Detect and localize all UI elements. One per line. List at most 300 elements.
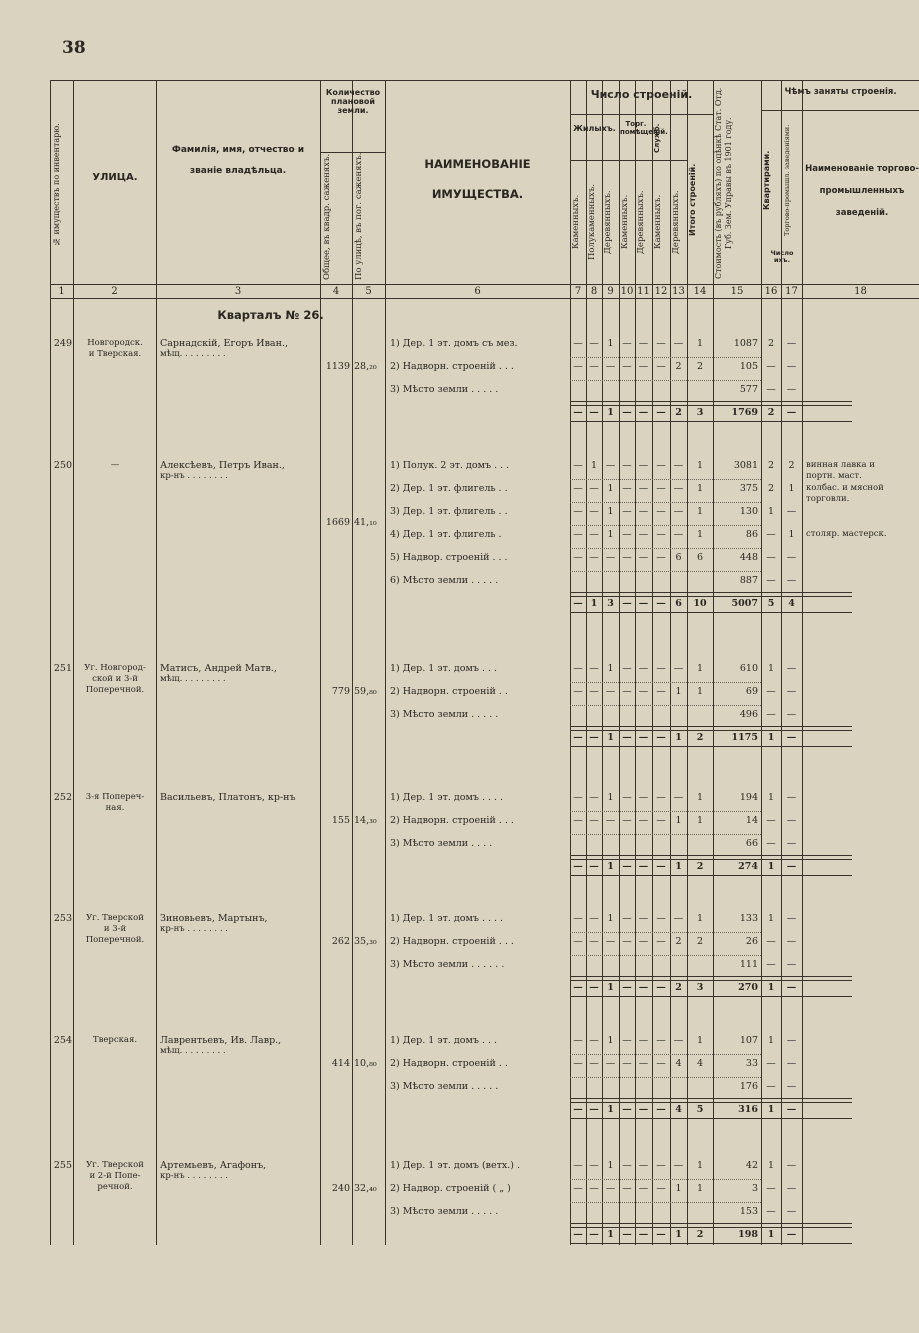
apartments-count: 1 xyxy=(767,506,775,517)
building-count: — xyxy=(673,338,684,349)
total-building-count: 5 xyxy=(696,1104,704,1115)
building-count: — xyxy=(589,552,599,563)
building-count: — xyxy=(573,552,583,563)
building-count: — xyxy=(622,792,632,803)
total-apartments: 2 xyxy=(767,407,775,418)
building-count: — xyxy=(656,792,666,803)
inventory-number: 252 xyxy=(53,792,72,803)
building-count: — xyxy=(673,1035,684,1046)
total-apartments: 1 xyxy=(767,982,775,993)
property-cost: 86 xyxy=(745,529,758,540)
land-area: 240 xyxy=(331,1183,350,1194)
property-item: 1) Дер. 1 эт. домъ (ветх.) . xyxy=(390,1160,520,1171)
building-count: 1 xyxy=(607,483,614,494)
building-count: — xyxy=(589,1035,599,1046)
property-cost: 375 xyxy=(739,483,758,494)
building-count: — xyxy=(622,815,632,826)
building-count: — xyxy=(622,460,632,471)
establishments-count: — xyxy=(786,959,797,970)
street-name: ная. xyxy=(105,803,125,813)
building-count: — xyxy=(622,361,632,372)
building-count: — xyxy=(673,506,684,517)
building-count: 1 xyxy=(607,1160,614,1171)
property-item: 5) Надвор. строеній . . . xyxy=(390,552,508,563)
colnum-13: 13 xyxy=(672,286,685,297)
building-count: 4 xyxy=(675,1058,682,1069)
total-building-count: — xyxy=(656,598,666,609)
establishments-count: 1 xyxy=(788,529,795,540)
building-count: — xyxy=(589,815,599,826)
building-count: — xyxy=(605,1058,616,1069)
property-item: 1) Дер. 1 эт. домъ . . . xyxy=(390,663,498,674)
building-count: — xyxy=(573,506,583,517)
apartments-count: — xyxy=(766,361,776,372)
building-count: — xyxy=(673,792,684,803)
apartments-count: — xyxy=(766,1058,776,1069)
apartments-count: 2 xyxy=(767,338,775,349)
total-building-count: — xyxy=(622,861,632,872)
apartments-count: 1 xyxy=(767,1035,775,1046)
property-cost: 130 xyxy=(739,506,758,517)
row-rule xyxy=(570,571,761,572)
colnum-5: 5 xyxy=(365,286,372,297)
row-rule xyxy=(570,1077,761,1078)
building-count: — xyxy=(589,338,599,349)
property-cost: 577 xyxy=(739,384,758,395)
header-inventory-no: № имуществъ по инвентарю. xyxy=(52,123,61,247)
establishments-count: — xyxy=(786,552,797,563)
property-item: 2) Надворн. строеній . . xyxy=(390,686,508,697)
colnum-2: 2 xyxy=(111,286,118,297)
building-count: — xyxy=(656,529,666,540)
building-count: 6 xyxy=(696,552,704,563)
colnum-7: 7 xyxy=(574,286,582,297)
owner-name: мѣщ. . . . . . . . . xyxy=(160,1046,226,1056)
property-cost: 33 xyxy=(745,1058,758,1069)
building-count: 1 xyxy=(696,529,704,540)
building-count: — xyxy=(589,686,599,697)
property-item: 1) Дер. 1 эт. домъ . . . . xyxy=(390,913,504,924)
establishments-count: — xyxy=(786,1183,797,1194)
land-area: 414 xyxy=(331,1058,350,1069)
street-frontage: 14,₃₀ xyxy=(354,815,377,826)
street-name: Поперечной. xyxy=(85,935,145,945)
building-count: 1 xyxy=(696,815,704,826)
header-apartments: Квартирами. xyxy=(762,150,771,210)
property-cost: 111 xyxy=(739,959,758,970)
header-cost: Стоимость (въ рубляхъ) по оцѣнкѣ Стат. Отд. Губ. Зем. Управы въ 1901 году. xyxy=(714,87,733,279)
total-establishments: — xyxy=(786,861,797,872)
total-building-count: — xyxy=(573,407,583,418)
quarter-title: Кварталъ № 26. xyxy=(217,308,324,322)
header-living: Жилыхъ. xyxy=(573,124,616,133)
header-col9: Деревянныхъ. xyxy=(603,190,613,254)
building-count: — xyxy=(638,529,649,540)
building-count: 1 xyxy=(696,506,704,517)
establishments-count: — xyxy=(786,838,797,849)
colnum-15: 15 xyxy=(730,286,744,297)
street-frontage: 10,₈₀ xyxy=(354,1058,377,1069)
header-col13: Деревянныхъ. xyxy=(671,190,681,254)
row-rule xyxy=(570,525,761,526)
land-area: 1139 xyxy=(325,361,350,372)
total-rule xyxy=(570,592,852,597)
property-item: 1) Дер. 1 эт. домъ съ мез. xyxy=(390,338,518,349)
apartments-count: 1 xyxy=(767,1160,775,1171)
property-cost: 3 xyxy=(751,1183,758,1194)
building-count: — xyxy=(673,529,684,540)
street-name: — xyxy=(110,460,120,470)
property-item: 2) Надворн. строеній . . . xyxy=(390,361,514,372)
building-count: 1 xyxy=(675,1183,682,1194)
header-col8: Полукаменныхъ. xyxy=(587,184,597,260)
total-building-count: — xyxy=(589,1104,599,1115)
apartments-count: — xyxy=(766,1183,776,1194)
header-frontage: По улицѣ, въ пог. саженяхъ. xyxy=(354,152,364,280)
apartments-count: — xyxy=(766,686,776,697)
property-item: 1) Дер. 1 эт. домъ . . . . xyxy=(390,792,504,803)
property-item: 4) Дер. 1 эт. флигель . xyxy=(390,529,502,540)
property-cost: 610 xyxy=(739,663,758,674)
building-count: — xyxy=(589,361,599,372)
colnum-4: 4 xyxy=(332,286,340,297)
number-row-border xyxy=(50,298,919,299)
total-building-count: — xyxy=(573,861,583,872)
building-count: 1 xyxy=(607,506,614,517)
total-building-count: — xyxy=(656,1104,666,1115)
apartments-count: — xyxy=(766,529,776,540)
total-apartments: 1 xyxy=(767,732,775,743)
total-rule xyxy=(570,855,852,860)
building-count: 1 xyxy=(696,1035,704,1046)
establishment-name: столяр. мастерск. xyxy=(806,529,887,539)
establishments-count: — xyxy=(786,338,797,349)
establishments-count: — xyxy=(786,1081,797,1092)
total-building-count: — xyxy=(656,407,666,418)
building-count: — xyxy=(638,1058,649,1069)
building-count: 2 xyxy=(696,361,704,372)
building-count: — xyxy=(638,338,649,349)
property-item: 3) Мѣсто земли . . . . . xyxy=(390,1206,499,1217)
total-establishments: — xyxy=(786,1229,797,1240)
building-count: 1 xyxy=(696,686,704,697)
total-building-count: 6 xyxy=(675,598,682,609)
building-count: 1 xyxy=(607,792,614,803)
total-building-count: — xyxy=(656,982,666,993)
street-name: и 3-й xyxy=(103,924,127,934)
building-count: — xyxy=(605,815,616,826)
building-count: — xyxy=(638,815,649,826)
inventory-number: 249 xyxy=(53,338,72,349)
establishments-count: — xyxy=(786,936,797,947)
total-building-count: 4 xyxy=(675,1104,682,1115)
total-building-count: — xyxy=(638,1229,649,1240)
property-item: 3) Мѣсто земли . . . . . xyxy=(390,1081,499,1092)
owner-name: кр-нъ . . . . . . . . xyxy=(160,1171,228,1181)
building-count: — xyxy=(656,506,666,517)
establishments-count: — xyxy=(786,1035,797,1046)
total-building-count: 1 xyxy=(675,1229,682,1240)
property-item: 2) Надворн. строеній . . . xyxy=(390,815,514,826)
building-count: — xyxy=(656,338,666,349)
total-building-count: — xyxy=(622,1229,632,1240)
property-cost: 176 xyxy=(739,1081,758,1092)
establishments-count: — xyxy=(786,913,797,924)
total-building-count: — xyxy=(638,732,649,743)
street-name: Уг. Тверской xyxy=(86,913,144,923)
building-count: — xyxy=(622,483,632,494)
building-count: — xyxy=(605,552,616,563)
property-cost: 3081 xyxy=(733,460,758,471)
property-cost: 69 xyxy=(745,686,758,697)
apartments-count: — xyxy=(766,552,776,563)
building-count: — xyxy=(638,936,649,947)
property-item: 6) Мѣсто земли . . . . . xyxy=(390,575,499,586)
total-cost: 1175 xyxy=(731,732,758,743)
land-area: 779 xyxy=(331,686,350,697)
building-count: — xyxy=(589,483,599,494)
owner-name: кр-нъ . . . . . . . . xyxy=(160,924,228,934)
building-count: — xyxy=(622,338,632,349)
owner-name: Матисъ, Андрей Матв., xyxy=(160,663,277,674)
building-count: — xyxy=(656,483,666,494)
street-name: и 2-й Попе- xyxy=(89,1171,141,1181)
street-name: 3-я Попереч- xyxy=(85,792,145,802)
property-item: 3) Мѣсто земли . . . . xyxy=(390,838,493,849)
property-cost: 496 xyxy=(739,709,758,720)
property-cost: 887 xyxy=(739,575,758,586)
header-property-name: НАИМЕНОВАНІЕ ИМУЩЕСТВА. xyxy=(424,157,531,201)
establishments-count: — xyxy=(786,361,797,372)
total-rule xyxy=(570,1223,852,1228)
building-count: — xyxy=(573,338,583,349)
apartments-count: — xyxy=(766,575,776,586)
apartments-count: — xyxy=(766,384,776,395)
building-count: — xyxy=(673,1160,684,1171)
building-count: — xyxy=(589,1160,599,1171)
building-count: — xyxy=(638,552,649,563)
building-count: 1 xyxy=(675,815,682,826)
building-count: — xyxy=(656,663,666,674)
total-building-count: — xyxy=(573,1104,583,1115)
row-rule xyxy=(570,682,761,683)
total-building-count: 2 xyxy=(675,982,682,993)
owner-name: кр-нъ . . . . . . . . xyxy=(160,471,228,481)
total-rule-bottom xyxy=(570,875,852,876)
table-top-border xyxy=(50,80,919,81)
building-count: 1 xyxy=(607,913,614,924)
total-building-count: — xyxy=(573,982,583,993)
building-count: 4 xyxy=(696,1058,704,1069)
building-count: — xyxy=(656,1183,666,1194)
establishments-count: — xyxy=(786,792,797,803)
header-bottom-border xyxy=(50,284,919,285)
header-col7: Каменныхъ. xyxy=(571,194,581,250)
owner-name: Артемьевъ, Агафонъ, xyxy=(160,1160,267,1171)
header-service: Служб. xyxy=(653,123,661,153)
total-building-count: 1 xyxy=(607,732,614,743)
building-count: 2 xyxy=(696,936,704,947)
building-count: — xyxy=(622,686,632,697)
property-item: 2) Надворн. строеній . . xyxy=(390,1058,508,1069)
building-count: — xyxy=(656,552,666,563)
street-frontage: 59,₈₀ xyxy=(354,686,377,697)
street-frontage: 35,₃₀ xyxy=(354,936,377,947)
property-cost: 133 xyxy=(739,913,758,924)
street-name: речной. xyxy=(97,1182,133,1192)
building-count: — xyxy=(622,529,632,540)
header-street: УЛИЦА. xyxy=(92,172,138,183)
total-building-count: 10 xyxy=(693,598,707,609)
total-establishments: — xyxy=(786,1104,797,1115)
building-count: — xyxy=(673,663,684,674)
property-cost: 105 xyxy=(739,361,758,372)
apartments-count: — xyxy=(766,1206,776,1217)
apartments-count: 2 xyxy=(767,460,775,471)
property-cost: 26 xyxy=(745,936,758,947)
establishments-count: — xyxy=(786,663,797,674)
building-count: 1 xyxy=(607,338,614,349)
establishments-count: — xyxy=(786,1058,797,1069)
building-count: — xyxy=(656,460,666,471)
total-building-count: — xyxy=(573,598,583,609)
street-name: и Тверская. xyxy=(88,349,142,359)
establishments-count: — xyxy=(786,1206,797,1217)
street-name: ской и 3-й xyxy=(92,674,138,684)
apartments-count: — xyxy=(766,709,776,720)
row-rule xyxy=(570,834,761,835)
establishments-count: 2 xyxy=(788,460,795,471)
property-item: 1) Полук. 2 эт. домъ . . . xyxy=(390,460,510,471)
building-count: 2 xyxy=(675,936,682,947)
apartments-count: 1 xyxy=(767,792,775,803)
ledger-table xyxy=(50,80,919,1245)
establishments-count: — xyxy=(786,575,797,586)
building-count: — xyxy=(638,1183,649,1194)
total-building-count: 3 xyxy=(607,598,614,609)
total-cost: 198 xyxy=(738,1229,758,1240)
colnum-14: 14 xyxy=(693,286,707,297)
header-col12: Каменныхъ. xyxy=(653,194,663,250)
total-rule-bottom xyxy=(570,746,852,747)
inventory-number: 250 xyxy=(53,460,72,471)
inventory-number: 255 xyxy=(53,1160,72,1171)
building-count: — xyxy=(673,460,684,471)
apartments-count: — xyxy=(766,959,776,970)
building-count: 1 xyxy=(696,913,704,924)
header-buildings-group: Число строеній. xyxy=(590,88,693,101)
building-count: — xyxy=(656,686,666,697)
building-count: — xyxy=(656,1035,666,1046)
property-cost: 448 xyxy=(739,552,758,563)
header-trade-establishments: Торгово-промышл. заведеніями. xyxy=(783,124,791,236)
building-count: 1 xyxy=(696,1160,704,1171)
total-establishments: — xyxy=(786,982,797,993)
owner-name: Зиновьевъ, Мартынъ, xyxy=(160,913,268,924)
building-count: 1 xyxy=(696,483,704,494)
total-building-count: 1 xyxy=(607,1229,614,1240)
total-rule-bottom xyxy=(570,1243,852,1244)
apartments-count: — xyxy=(766,838,776,849)
establishments-count: — xyxy=(786,384,797,395)
building-count: — xyxy=(638,361,649,372)
row-rule xyxy=(570,548,761,549)
building-count: — xyxy=(656,1058,666,1069)
total-rule xyxy=(570,976,852,981)
property-cost: 14 xyxy=(745,815,758,826)
building-count: — xyxy=(638,483,649,494)
property-item: 2) Надворн. строеній . . . xyxy=(390,936,514,947)
owner-name: Алексѣевъ, Петръ Иван., xyxy=(160,460,285,471)
building-count: — xyxy=(573,483,583,494)
building-count: — xyxy=(622,1160,632,1171)
establishments-count: — xyxy=(786,1160,797,1171)
total-building-count: 1 xyxy=(607,861,614,872)
owner-name: мѣщ. . . . . . . . . xyxy=(160,349,226,359)
property-cost: 42 xyxy=(745,1160,758,1171)
total-cost: 316 xyxy=(738,1104,758,1115)
total-building-count: 1 xyxy=(607,407,614,418)
header-establishment-names: Наименованіе торгово-промышленныхъ заведеній. xyxy=(805,164,919,219)
building-count: — xyxy=(638,686,649,697)
total-building-count: — xyxy=(638,1104,649,1115)
header-col11: Деревянныхъ. xyxy=(636,190,646,254)
establishments-count: 1 xyxy=(788,483,795,494)
building-count: — xyxy=(638,506,649,517)
building-count: — xyxy=(605,936,616,947)
establishments-count: — xyxy=(786,686,797,697)
total-building-count: — xyxy=(638,982,649,993)
total-building-count: — xyxy=(656,1229,666,1240)
total-building-count: 1 xyxy=(675,732,682,743)
street-name: Тверская. xyxy=(92,1035,138,1045)
total-building-count: 1 xyxy=(675,861,682,872)
header-total-buildings: Итого строеній. xyxy=(688,163,697,237)
building-count: — xyxy=(656,361,666,372)
building-count: — xyxy=(589,792,599,803)
total-building-count: — xyxy=(622,407,632,418)
row-rule xyxy=(570,479,761,480)
total-building-count: — xyxy=(573,732,583,743)
building-count: — xyxy=(573,460,583,471)
building-count: — xyxy=(622,913,632,924)
row-rule xyxy=(570,705,761,706)
building-count: — xyxy=(573,792,583,803)
building-count: — xyxy=(589,913,599,924)
colnum-17: 17 xyxy=(785,286,798,297)
row-rule xyxy=(570,357,761,358)
total-building-count: — xyxy=(589,407,599,418)
total-building-count: — xyxy=(638,861,649,872)
colnum-10: 10 xyxy=(620,286,634,297)
building-count: — xyxy=(638,1035,649,1046)
total-rule xyxy=(570,726,852,731)
building-count: — xyxy=(573,1058,583,1069)
building-count: — xyxy=(622,552,632,563)
colnum-8: 8 xyxy=(590,286,598,297)
total-building-count: — xyxy=(638,407,649,418)
building-count: — xyxy=(638,792,649,803)
total-building-count: 1 xyxy=(590,598,598,609)
property-cost: 194 xyxy=(739,792,758,803)
building-count: — xyxy=(573,529,583,540)
building-count: 1 xyxy=(607,663,614,674)
colnum-6: 6 xyxy=(474,286,481,297)
establishment-name: винная лавка и xyxy=(806,460,875,470)
property-cost: 107 xyxy=(739,1035,758,1046)
building-count: 2 xyxy=(675,361,682,372)
building-count: — xyxy=(573,1035,583,1046)
